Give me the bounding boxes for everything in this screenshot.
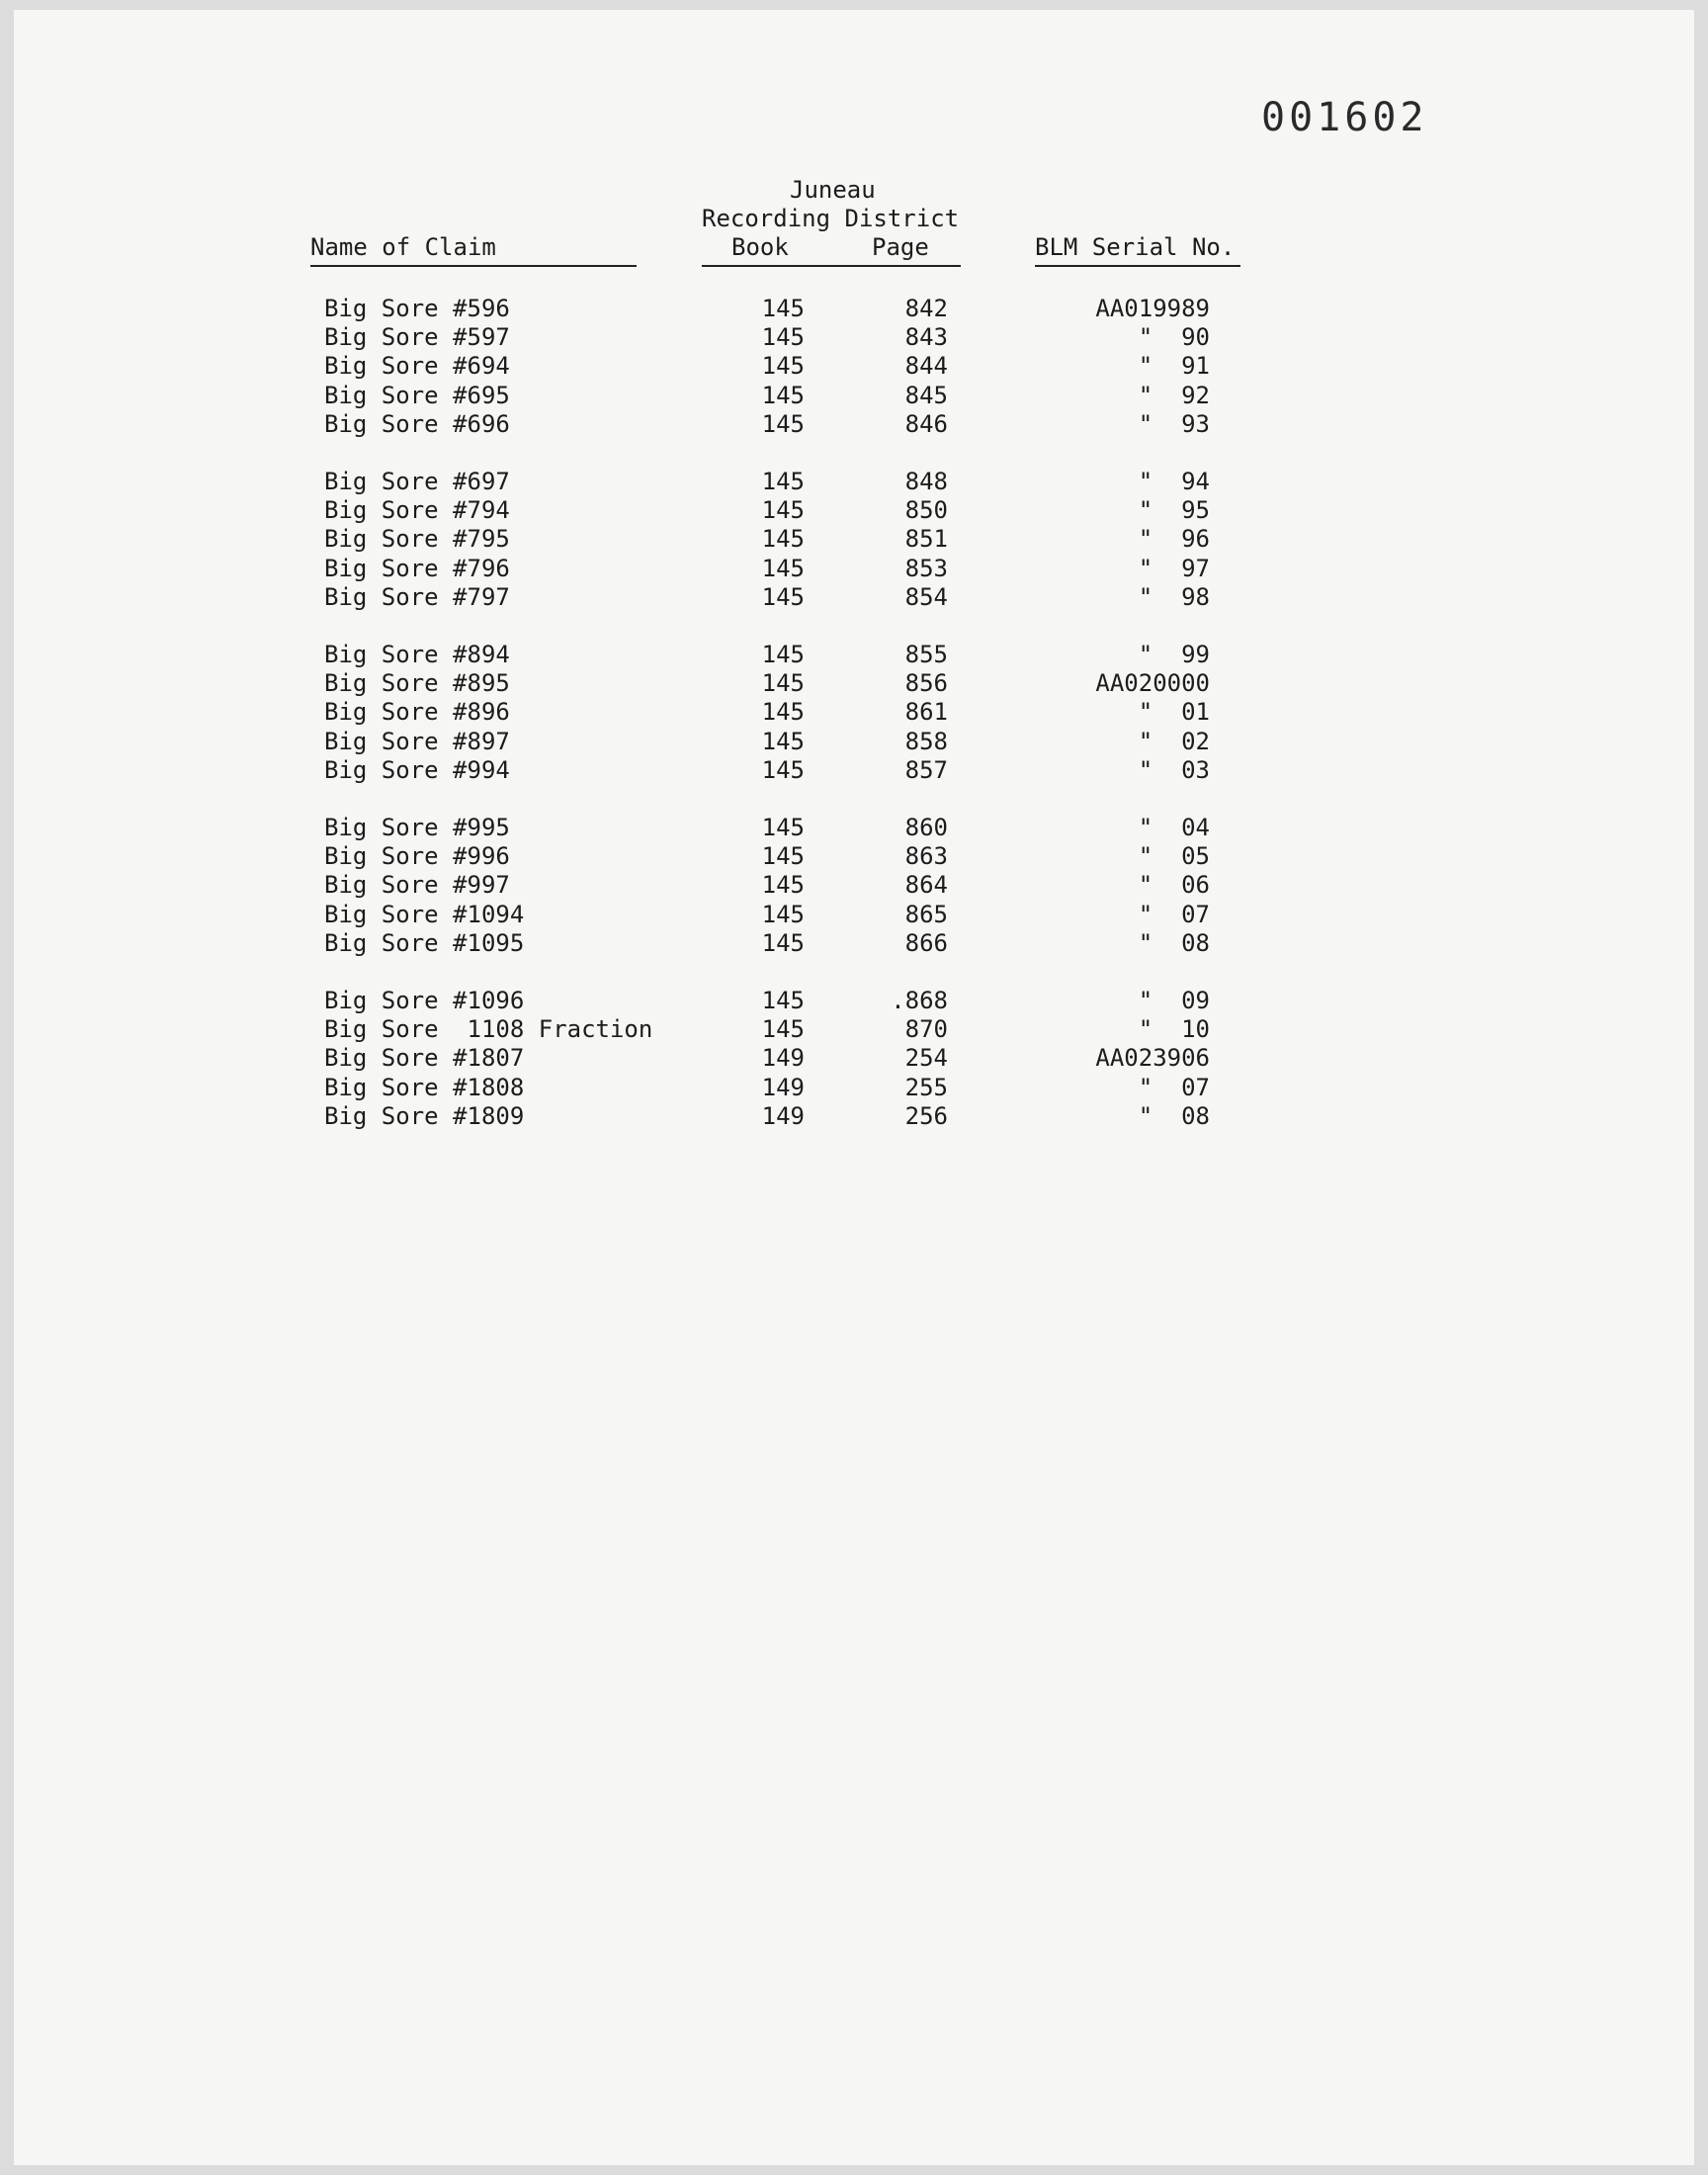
blm-serial-number: " 92 [1138,381,1210,409]
blm-serial-number: " 10 [1138,1015,1210,1044]
page-number: 864 [904,871,948,900]
book-number: 149 [761,1101,805,1130]
claim-name: Big Sore #896 [324,698,510,727]
page-number: 854 [904,582,948,611]
page-number: 848 [904,468,948,495]
book-number: 145 [761,871,805,900]
blm-serial-number: " 99 [1138,641,1210,668]
page-number: .868 [891,987,948,1014]
book-number: 145 [761,525,805,554]
claim-name: Big Sore #994 [324,755,510,784]
blm-serial-number: " 08 [1138,1101,1210,1130]
claim-name: Big Sore #597 [324,323,510,352]
header-serial-underline [1035,265,1240,267]
claim-name: Big Sore #794 [324,496,510,525]
book-number: 145 [761,496,805,525]
page-number: 256 [904,1101,948,1130]
blm-serial-number: " 07 [1138,1073,1210,1101]
claim-name: Big Sore #895 [324,669,510,698]
claim-name: Big Sore #795 [324,525,510,554]
page-number: 857 [904,755,948,784]
book-number: 145 [761,641,805,668]
claim-name: Big Sore #1807 [324,1044,525,1073]
page-number: 853 [904,554,948,582]
blm-serial-number: " 06 [1138,871,1210,900]
book-number: 145 [761,381,805,409]
book-number: 145 [761,669,805,698]
book-number: 145 [761,1015,805,1044]
page-number: 851 [904,525,948,554]
header-district-line1: Juneau [790,176,876,204]
blm-serial-number: " 01 [1138,698,1210,727]
page-number: 863 [904,842,948,871]
claim-name: Big Sore #796 [324,554,510,582]
blm-serial-number: " 95 [1138,496,1210,525]
claim-name: Big Sore #697 [324,468,510,495]
claim-name: Big Sore #1809 [324,1101,525,1130]
page-number: 858 [904,727,948,755]
header-district-line2: Recording District [702,205,960,232]
document-page [14,10,1694,2165]
blm-serial-number: " 02 [1138,727,1210,755]
page-number: 842 [904,295,948,322]
blm-serial-number: " 05 [1138,842,1210,871]
claim-name: Big Sore #696 [324,409,510,438]
page-number: 845 [904,381,948,409]
blm-serial-number: AA019989 [1095,295,1210,322]
blm-serial-number: " 93 [1138,409,1210,438]
book-number: 145 [761,987,805,1014]
book-number: 145 [761,468,805,495]
book-number: 145 [761,352,805,381]
claim-name: Big Sore #997 [324,871,510,900]
claim-name: Big Sore #695 [324,381,510,409]
page-number: 844 [904,352,948,381]
page-number: 255 [904,1073,948,1101]
claim-name: Big Sore #1808 [324,1073,525,1101]
book-number: 145 [761,928,805,957]
page-number: 856 [904,669,948,698]
header-book: Book [731,233,789,261]
blm-serial-number: " 09 [1138,987,1210,1014]
book-number: 145 [761,323,805,352]
blm-serial-number: " 03 [1138,755,1210,784]
book-number: 145 [761,755,805,784]
page-number: 855 [904,641,948,668]
page-number: 254 [904,1044,948,1073]
book-number: 149 [761,1044,805,1073]
claim-name: Big Sore #1096 [324,987,525,1014]
book-number: 145 [761,900,805,928]
book-number: 145 [761,582,805,611]
page-number: 850 [904,496,948,525]
blm-serial-number: AA020000 [1095,669,1210,698]
book-number: 149 [761,1073,805,1101]
book-number: 145 [761,842,805,871]
claim-name: Big Sore #694 [324,352,510,381]
header-name-of-claim: Name of Claim [310,233,496,261]
blm-serial-number: " 96 [1138,525,1210,554]
page-number: 870 [904,1015,948,1044]
document-number: 001602 [1261,95,1428,140]
book-number: 145 [761,698,805,727]
claim-name: Big Sore #996 [324,842,510,871]
book-number: 145 [761,554,805,582]
book-number: 145 [761,814,805,841]
blm-serial-number: " 94 [1138,468,1210,495]
header-page: Page [872,233,929,261]
page-number: 861 [904,698,948,727]
claim-name: Big Sore 1108 Fraction [324,1015,653,1044]
book-number: 145 [761,727,805,755]
claim-name: Big Sore #1095 [324,928,525,957]
book-number: 145 [761,409,805,438]
claim-name: Big Sore #897 [324,727,510,755]
blm-serial-number: " 04 [1138,814,1210,841]
header-name-underline [310,265,637,267]
claim-name: Big Sore #894 [324,641,510,668]
page-number: 860 [904,814,948,841]
claim-name: Big Sore #797 [324,582,510,611]
claim-name: Big Sore #995 [324,814,510,841]
header-district-underline [702,265,961,267]
blm-serial-number: " 91 [1138,352,1210,381]
claim-name: Big Sore #596 [324,295,510,322]
blm-serial-number: " 98 [1138,582,1210,611]
page-number: 846 [904,409,948,438]
blm-serial-number: " 07 [1138,900,1210,928]
blm-serial-number: AA023906 [1095,1044,1210,1073]
header-blm-serial-no: BLM Serial No. [1035,233,1236,261]
claim-name: Big Sore #1094 [324,900,525,928]
book-number: 145 [761,295,805,322]
blm-serial-number: " 97 [1138,554,1210,582]
blm-serial-number: " 08 [1138,928,1210,957]
blm-serial-number: " 90 [1138,323,1210,352]
page-number: 865 [904,900,948,928]
page-number: 843 [904,323,948,352]
page-number: 866 [904,928,948,957]
